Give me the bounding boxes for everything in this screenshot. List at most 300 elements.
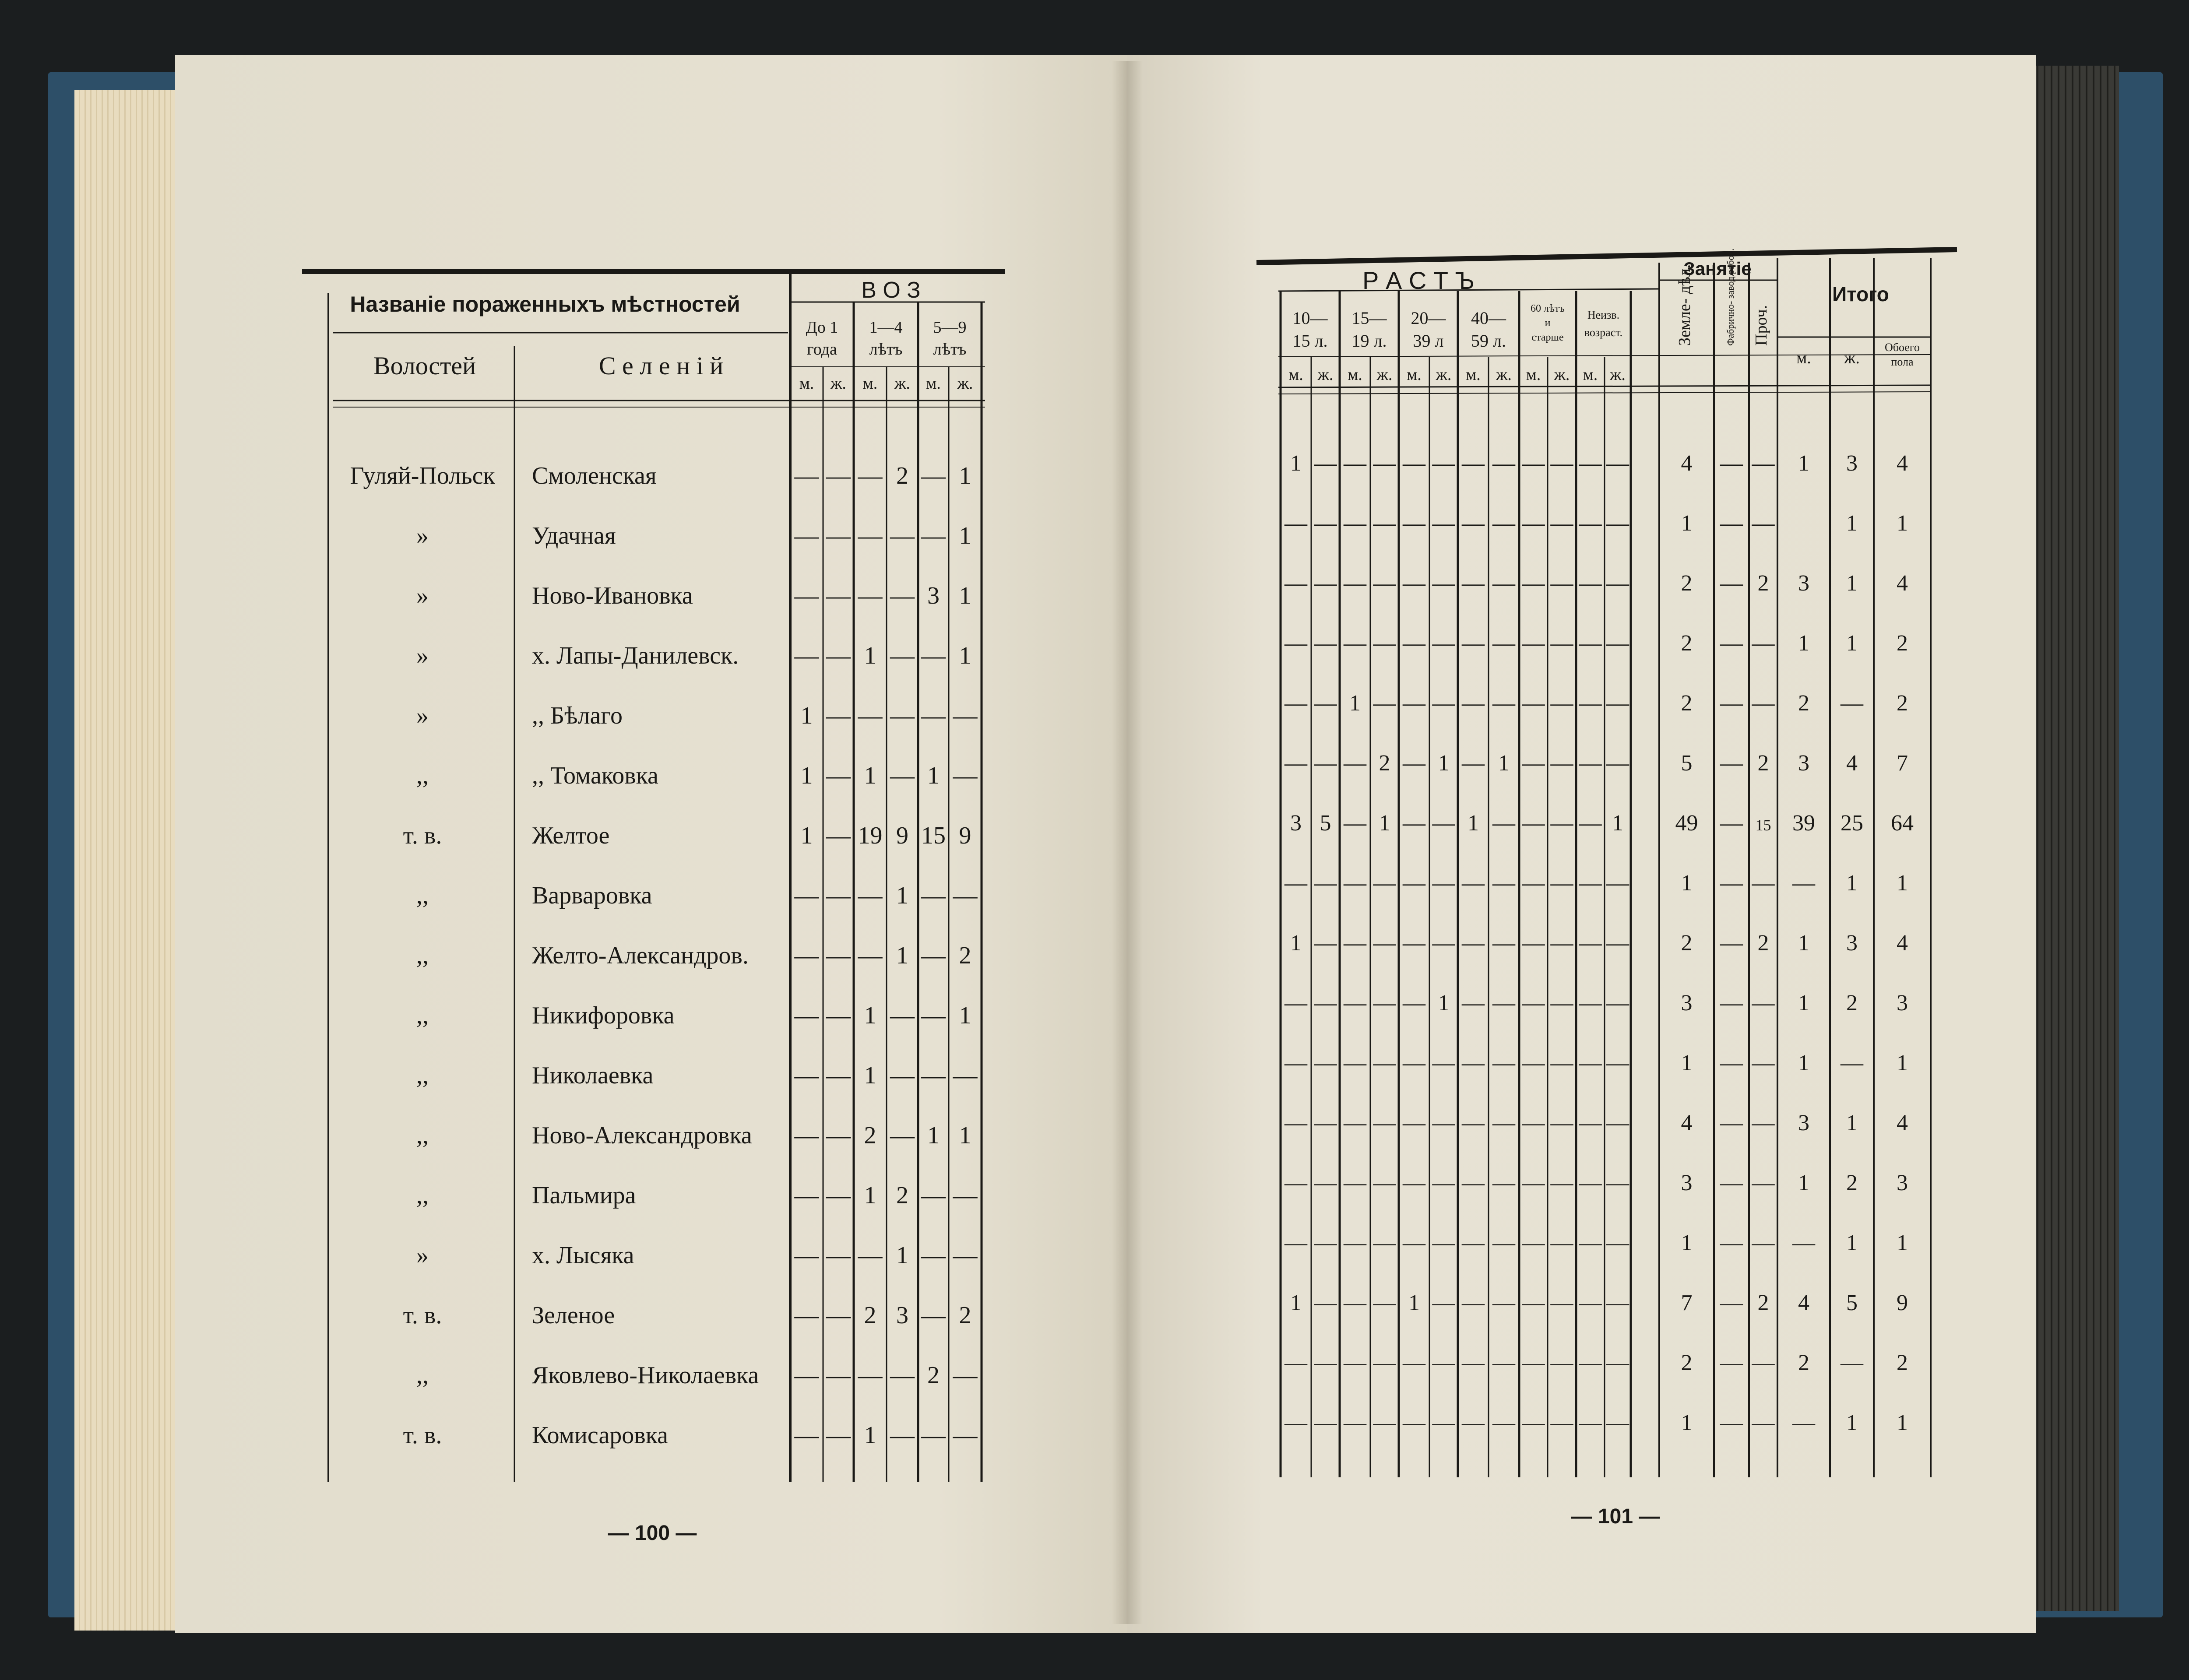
value-cell: 9 — [896, 822, 908, 849]
age-value-cell: — — [1550, 751, 1573, 776]
occupation-value-cell: 2 — [1681, 1350, 1693, 1375]
selenie-cell: ,, Томаковка — [532, 762, 658, 789]
age-value-cell: — — [1550, 1350, 1573, 1375]
volost-cell: ,, — [416, 1182, 429, 1209]
total-value-cell: 1 — [1798, 991, 1809, 1016]
age-value-cell: — — [1462, 1290, 1485, 1315]
value-cell: — — [826, 1122, 851, 1149]
occupation-value-cell: — — [1720, 991, 1743, 1016]
total-value-cell: 1 — [1846, 511, 1858, 536]
total-value-cell: 3 — [1798, 571, 1809, 596]
age-group-header: 10— — [1292, 308, 1328, 328]
age-value-cell: — — [1579, 1230, 1602, 1255]
age-value-cell: — — [1522, 1051, 1545, 1075]
age-value-cell: 1 — [1498, 751, 1510, 776]
occupation-value-cell: 2 — [1681, 931, 1693, 956]
age-value-cell: — — [1462, 1410, 1485, 1435]
age-value-cell: — — [1606, 1350, 1629, 1375]
selenie-cell: Зеленое — [532, 1302, 615, 1329]
age-value-cell: 2 — [1379, 751, 1390, 776]
value-cell: — — [794, 1242, 819, 1269]
age-group-header: До 1 — [806, 318, 838, 337]
value-cell: — — [826, 1362, 851, 1389]
age-value-cell: — — [1462, 1170, 1485, 1195]
value-cell: 1 — [959, 642, 971, 669]
total-value-cell: 2 — [1846, 991, 1858, 1016]
total-value-cell: 25 — [1841, 811, 1863, 836]
occupation-value-cell: — — [1752, 1051, 1775, 1075]
age-value-cell: — — [1522, 931, 1545, 956]
age-value-cell: — — [1492, 991, 1515, 1016]
volost-cell: » — [416, 642, 429, 669]
value-cell: — — [826, 1422, 851, 1449]
age-value-cell: — — [1314, 571, 1337, 596]
age-value-cell: 1 — [1612, 811, 1623, 836]
value-cell: 1 — [800, 702, 813, 729]
age-value-cell: — — [1492, 811, 1515, 836]
occupation-value-cell: 2 — [1757, 931, 1769, 956]
value-cell: — — [953, 762, 978, 789]
total-value-cell: 1 — [1846, 871, 1858, 896]
value-cell: — — [794, 582, 819, 609]
value-cell: — — [953, 1182, 978, 1209]
age-value-cell: — — [1403, 1170, 1425, 1195]
age-value-cell: — — [1432, 871, 1455, 896]
total-value-cell: 2 — [1798, 1350, 1809, 1375]
age-value-cell: — — [1550, 1230, 1573, 1255]
value-cell: — — [794, 1182, 819, 1209]
value-cell: — — [890, 1422, 915, 1449]
age-value-cell: — — [1462, 571, 1485, 596]
occupation-value-cell: 4 — [1681, 451, 1693, 476]
age-value-cell: — — [1314, 931, 1337, 956]
age-value-cell: — — [1522, 1170, 1545, 1195]
age-value-cell: — — [1432, 691, 1455, 716]
age-value-cell: — — [1579, 1051, 1602, 1075]
left-header-title: Названіе пораженныхъ мѣстностей — [350, 292, 740, 316]
age-value-cell: — — [1550, 931, 1573, 956]
total-value-cell: 39 — [1792, 811, 1815, 836]
age-value-cell: — — [1522, 1111, 1545, 1135]
page-number-left: — 100 — — [608, 1522, 697, 1545]
value-cell: — — [794, 1422, 819, 1449]
occupation-value-cell: — — [1720, 1350, 1743, 1375]
age-value-cell: — — [1492, 1350, 1515, 1375]
age-value-cell: — — [1344, 991, 1366, 1016]
value-cell: — — [826, 1062, 851, 1089]
occupation-value-cell: 1 — [1681, 1051, 1693, 1075]
age-value-cell: — — [1550, 991, 1573, 1016]
age-value-cell: — — [1432, 1111, 1455, 1135]
age-value-cell: — — [1373, 691, 1396, 716]
value-cell: — — [794, 1122, 819, 1149]
age-value-cell: — — [1462, 751, 1485, 776]
sex-header-m: м. — [1466, 366, 1481, 384]
age-value-cell: — — [1403, 991, 1425, 1016]
sex-header-m: м. — [799, 374, 814, 393]
age-value-cell: 1 — [1438, 991, 1450, 1016]
value-cell: 1 — [896, 882, 908, 909]
rule-line — [1278, 355, 1931, 357]
total-value-cell: 2 — [1897, 691, 1908, 716]
value-cell: 2 — [959, 942, 971, 969]
age-value-cell: — — [1373, 631, 1396, 656]
value-cell: 2 — [896, 1182, 908, 1209]
age-value-cell: — — [1285, 631, 1307, 656]
age-value-cell: — — [1432, 631, 1455, 656]
occupation-value-cell: — — [1752, 631, 1775, 656]
value-cell: 1 — [864, 1422, 876, 1449]
age-value-cell: — — [1462, 1111, 1485, 1135]
age-value-cell: — — [1579, 691, 1602, 716]
sex-header-m: м. — [1407, 366, 1422, 384]
occupation-value-cell: 7 — [1681, 1290, 1693, 1315]
value-cell: — — [826, 1182, 851, 1209]
occupation-title: Занятіе — [1683, 258, 1752, 279]
occupation-value-cell: — — [1752, 511, 1775, 536]
age-value-cell: — — [1432, 1290, 1455, 1315]
age-group-header: Неизв. — [1587, 309, 1620, 321]
age-value-cell: — — [1285, 991, 1307, 1016]
age-value-cell: — — [1550, 1170, 1573, 1195]
age-value-cell: — — [1285, 1111, 1307, 1135]
selenie-cell: Ново-Александровка — [532, 1122, 752, 1149]
value-cell: — — [890, 1002, 915, 1029]
total-value-cell: 1 — [1846, 1111, 1858, 1135]
value-cell: — — [794, 1002, 819, 1029]
total-value-cell: 1 — [1897, 871, 1908, 896]
total-value-cell: — — [1841, 691, 1863, 716]
value-cell: 1 — [896, 1242, 908, 1269]
occupation-value-cell: — — [1720, 1230, 1743, 1255]
age-value-cell: — — [1522, 991, 1545, 1016]
value-cell: — — [826, 882, 851, 909]
total-value-cell: 2 — [1846, 1170, 1858, 1195]
age-value-cell: — — [1492, 571, 1515, 596]
age-value-cell: — — [1285, 1051, 1307, 1075]
age-value-cell: — — [1314, 751, 1337, 776]
total-value-cell: 1 — [1798, 931, 1809, 956]
value-cell: — — [826, 822, 851, 849]
value-cell: 2 — [864, 1122, 876, 1149]
age-value-cell: — — [1285, 511, 1307, 536]
age-value-cell: — — [1492, 1290, 1515, 1315]
age-value-cell: — — [1522, 1410, 1545, 1435]
age-value-cell: — — [1550, 1111, 1573, 1135]
value-cell: — — [826, 462, 851, 489]
sex-header-m: м. — [1348, 366, 1362, 384]
age-value-cell: — — [1522, 1230, 1545, 1255]
age-value-cell: — — [1403, 931, 1425, 956]
selenie-cell: х. Лапы-Данилевск. — [532, 642, 739, 669]
total-value-cell: 4 — [1846, 751, 1858, 776]
occupation-value-cell: — — [1752, 1410, 1775, 1435]
total-value-cell: 1 — [1897, 511, 1908, 536]
value-cell: — — [858, 882, 883, 909]
age-value-cell: — — [1432, 1350, 1455, 1375]
age-value-cell: — — [1373, 1170, 1396, 1195]
value-cell: 1 — [896, 942, 908, 969]
value-cell: — — [921, 1062, 946, 1089]
total-value-cell: — — [1792, 871, 1815, 896]
age-value-cell: — — [1314, 1350, 1337, 1375]
age-value-cell: — — [1314, 871, 1337, 896]
value-cell: 1 — [959, 522, 971, 549]
total-value-cell: 3 — [1846, 931, 1858, 956]
value-cell: — — [953, 1362, 978, 1389]
age-value-cell: — — [1314, 1170, 1337, 1195]
sex-header-m: м. — [1288, 366, 1303, 384]
age-value-cell: — — [1373, 1290, 1396, 1315]
occupation-header: Фабрично- завод.рабоч. — [1725, 248, 1736, 346]
age-value-cell: — — [1344, 1170, 1366, 1195]
age-value-cell: — — [1606, 451, 1629, 476]
volost-cell: ,, — [416, 1362, 429, 1389]
value-cell: — — [858, 582, 883, 609]
age-value-cell: 1 — [1290, 931, 1302, 956]
age-value-cell: 1 — [1379, 811, 1390, 836]
age-group-header: 40— — [1471, 308, 1506, 328]
value-cell: 1 — [927, 762, 940, 789]
sex-header-f: ж. — [894, 374, 910, 393]
age-value-cell: — — [1606, 751, 1629, 776]
volost-cell: » — [416, 702, 429, 729]
sex-header-m: м. — [1583, 366, 1598, 384]
page-number-right: — 101 — — [1571, 1505, 1660, 1528]
value-cell: 1 — [864, 1062, 876, 1089]
selenie-cell: ,, Бѣлаго — [532, 702, 623, 729]
age-value-cell: — — [1462, 511, 1485, 536]
age-value-cell: — — [1373, 1111, 1396, 1135]
age-value-cell: — — [1550, 1290, 1573, 1315]
volost-cell: ,, — [416, 942, 429, 969]
volost-cell: » — [416, 1242, 429, 1269]
age-value-cell: — — [1579, 1170, 1602, 1195]
age-value-cell: — — [1314, 1410, 1337, 1435]
total-value-cell: — — [1792, 1230, 1815, 1255]
selenie-cell: Ново-Ивановка — [532, 582, 693, 609]
total-value-cell: — — [1841, 1051, 1863, 1075]
value-cell: — — [953, 1422, 978, 1449]
occupation-value-cell: — — [1752, 691, 1775, 716]
age-value-cell: — — [1606, 1170, 1629, 1195]
sex-header-f: ж. — [1554, 366, 1570, 384]
age-value-cell: 1 — [1290, 451, 1302, 476]
value-cell: — — [921, 702, 946, 729]
age-value-cell: — — [1373, 451, 1396, 476]
value-cell: 1 — [800, 762, 813, 789]
value-cell: — — [921, 462, 946, 489]
age-value-cell: — — [1314, 1230, 1337, 1255]
value-cell: — — [858, 1242, 883, 1269]
occupation-header: Земле- дѣл. — [1675, 264, 1694, 346]
age-value-cell: — — [1462, 931, 1485, 956]
age-value-cell: — — [1373, 1350, 1396, 1375]
age-value-cell: — — [1606, 991, 1629, 1016]
age-value-cell: — — [1403, 1051, 1425, 1075]
age-value-cell: — — [1314, 1290, 1337, 1315]
occupation-value-cell: 1 — [1681, 1230, 1693, 1255]
total-value-cell: 3 — [1897, 991, 1908, 1016]
age-value-cell: — — [1432, 511, 1455, 536]
occupation-value-cell: — — [1720, 811, 1743, 836]
volost-cell: т. в. — [403, 1422, 442, 1449]
occupation-value-cell: — — [1720, 751, 1743, 776]
age-value-cell: — — [1373, 931, 1396, 956]
age-value-cell: — — [1550, 811, 1573, 836]
age-value-cell: — — [1403, 1350, 1425, 1375]
sex-header-f: ж. — [1496, 366, 1512, 384]
age-value-cell: — — [1403, 691, 1425, 716]
age-value-cell: 3 — [1290, 811, 1302, 836]
age-value-cell: — — [1403, 1230, 1425, 1255]
occupation-value-cell: — — [1752, 871, 1775, 896]
occupation-value-cell: — — [1752, 1170, 1775, 1195]
occupation-value-cell: — — [1720, 1410, 1743, 1435]
value-cell: — — [794, 942, 819, 969]
age-value-cell: — — [1285, 1170, 1307, 1195]
age-value-cell: — — [1462, 691, 1485, 716]
age-value-cell: — — [1403, 751, 1425, 776]
age-value-cell: 1 — [1349, 691, 1361, 716]
sex-header-m: м. — [1526, 366, 1541, 384]
total-value-cell: 3 — [1897, 1170, 1908, 1195]
age-value-cell: — — [1550, 451, 1573, 476]
age-value-cell: — — [1344, 631, 1366, 656]
value-cell: 1 — [864, 762, 876, 789]
total-value-cell: — — [1841, 1350, 1863, 1375]
age-value-cell: — — [1579, 451, 1602, 476]
age-value-cell: — — [1314, 1111, 1337, 1135]
value-cell: — — [921, 1302, 946, 1329]
age-group-header: года — [807, 340, 837, 358]
age-value-cell: — — [1492, 1051, 1515, 1075]
selenie-cell: Никифоровка — [532, 1002, 675, 1029]
value-cell: — — [794, 882, 819, 909]
age-value-cell: — — [1579, 571, 1602, 596]
occupation-value-cell: — — [1720, 1111, 1743, 1135]
sex-header-f: ж. — [831, 374, 846, 393]
selenie-cell: Желто-Александров. — [532, 942, 749, 969]
age-value-cell: — — [1579, 751, 1602, 776]
age-value-cell: — — [1432, 1410, 1455, 1435]
age-value-cell: — — [1492, 1230, 1515, 1255]
total-value-cell: 1 — [1897, 1230, 1908, 1255]
age-value-cell: — — [1492, 931, 1515, 956]
occupation-value-cell: — — [1720, 931, 1743, 956]
age-value-cell: — — [1373, 1230, 1396, 1255]
total-value-cell: 2 — [1897, 631, 1908, 656]
age-value-cell: — — [1522, 691, 1545, 716]
occupation-value-cell: — — [1752, 1230, 1775, 1255]
age-group-header: 1—4 — [869, 318, 903, 337]
value-cell: — — [826, 702, 851, 729]
age-value-cell: — — [1403, 1410, 1425, 1435]
value-cell: — — [826, 1242, 851, 1269]
value-cell: — — [858, 942, 883, 969]
age-value-cell: — — [1462, 1350, 1485, 1375]
total-value-cell: 1 — [1798, 1170, 1809, 1195]
value-cell: — — [890, 702, 915, 729]
age-value-cell: — — [1344, 871, 1366, 896]
value-cell: — — [826, 1002, 851, 1029]
age-value-cell: — — [1522, 1290, 1545, 1315]
occupation-value-cell: — — [1752, 1111, 1775, 1135]
left-section-label: В О З — [861, 278, 921, 303]
age-value-cell: — — [1432, 931, 1455, 956]
age-value-cell: — — [1403, 571, 1425, 596]
age-group-header: 5—9 — [933, 318, 967, 337]
selenie-cell: Варваровка — [532, 882, 652, 909]
age-value-cell: — — [1492, 1410, 1515, 1435]
sex-header-m: м. — [862, 374, 878, 393]
occupation-value-cell: — — [1720, 511, 1743, 536]
sex-header-f: ж. — [1436, 366, 1452, 384]
age-value-cell: — — [1550, 631, 1573, 656]
age-value-cell: — — [1285, 691, 1307, 716]
right-top-rule — [1256, 250, 1957, 263]
age-value-cell: — — [1579, 991, 1602, 1016]
age-value-cell: — — [1314, 511, 1337, 536]
value-cell: 1 — [800, 822, 813, 849]
total-value-cell: 3 — [1798, 1111, 1809, 1135]
value-cell: 2 — [927, 1362, 940, 1389]
age-value-cell: — — [1550, 1410, 1573, 1435]
total-value-cell: 3 — [1798, 751, 1809, 776]
age-value-cell: — — [1285, 871, 1307, 896]
age-value-cell: 1 — [1468, 811, 1479, 836]
occupation-value-cell: — — [1752, 1350, 1775, 1375]
age-group-header: возраст. — [1584, 326, 1623, 339]
value-cell: — — [890, 642, 915, 669]
age-value-cell: — — [1606, 931, 1629, 956]
age-value-cell: — — [1606, 871, 1629, 896]
left-table-body — [350, 462, 978, 1449]
age-value-cell: — — [1432, 1051, 1455, 1075]
occupation-value-cell: 1 — [1681, 871, 1693, 896]
value-cell: — — [921, 522, 946, 549]
selenie-cell: Яковлево-Николаевка — [532, 1362, 759, 1389]
occupation-value-cell: — — [1720, 1170, 1743, 1195]
age-value-cell: — — [1550, 511, 1573, 536]
value-cell: 1 — [864, 642, 876, 669]
value-cell: 3 — [927, 582, 940, 609]
age-value-cell: — — [1314, 1051, 1337, 1075]
volost-cell: » — [416, 582, 429, 609]
value-cell: — — [953, 882, 978, 909]
age-value-cell: — — [1522, 811, 1545, 836]
value-cell: — — [921, 1422, 946, 1449]
age-value-cell: — — [1344, 1410, 1366, 1435]
age-value-cell: — — [1550, 1051, 1573, 1075]
total-value-cell: 7 — [1897, 751, 1908, 776]
age-group-header: 15— — [1351, 308, 1387, 328]
age-value-cell: — — [1606, 1230, 1629, 1255]
age-value-cell: — — [1344, 451, 1366, 476]
occupation-header: Проч. — [1752, 305, 1770, 346]
value-cell: — — [794, 462, 819, 489]
age-value-cell: — — [1314, 451, 1337, 476]
value-cell: 2 — [959, 1302, 971, 1329]
occupation-value-cell: 49 — [1675, 811, 1698, 836]
total-value-cell: 4 — [1897, 1111, 1908, 1135]
occupation-value-cell: — — [1720, 571, 1743, 596]
occupation-value-cell: — — [1720, 631, 1743, 656]
value-cell: — — [921, 882, 946, 909]
volost-cell: ,, — [416, 762, 429, 789]
value-cell: — — [794, 522, 819, 549]
total-header-both: пола — [1891, 355, 1914, 368]
